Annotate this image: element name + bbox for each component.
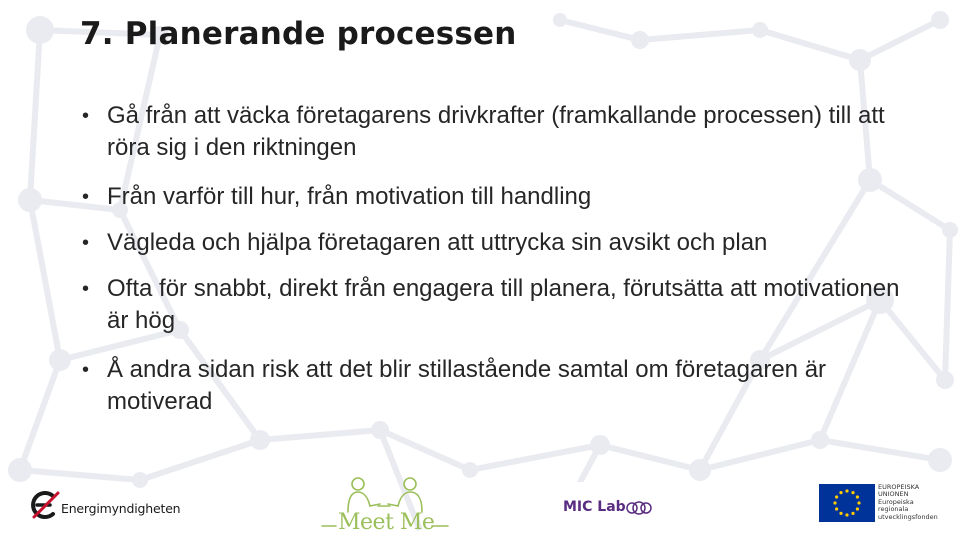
mic-lab-rings-icon — [624, 498, 654, 518]
energimyndigheten-name: Energimyndigheten — [61, 501, 181, 516]
eu-line: EUROPEISKA — [878, 483, 920, 491]
energimyndigheten-logo — [28, 487, 181, 527]
eu-line: utvecklingsfonden — [878, 512, 938, 521]
bullet-text: Gå från att väcka företagarens drivkrafter (framkallande processen) till att röra sig i den riktningen — [107, 102, 885, 161]
mic-lab-name: MIC Lab — [563, 499, 626, 515]
bullet-dot-icon: • — [82, 278, 90, 300]
bullet-text: Å andra sidan risk att det blir stillastående samtal om företagaren är motiverad — [107, 356, 827, 415]
energimyndigheten-mark-icon — [28, 487, 60, 523]
bullet-item — [82, 181, 912, 213]
bullet-text: Från varför till hur, från motivation till handling — [107, 183, 592, 210]
eu-line: regionala — [878, 505, 909, 514]
eu-text — [878, 484, 953, 521]
bullet-dot-icon: • — [82, 232, 90, 254]
bullet-list — [82, 100, 912, 418]
bullet-item — [82, 227, 912, 259]
bullet-dot-icon: • — [82, 186, 90, 208]
eu-flag-icon — [819, 484, 875, 522]
meetme-logo — [318, 468, 453, 538]
eu-line: Europeiska — [878, 497, 914, 506]
mic-lab-logo — [540, 482, 706, 532]
eu-logo — [816, 484, 956, 528]
bullet-dot-icon: • — [82, 359, 90, 381]
bullet-item — [82, 273, 912, 337]
bullet-item — [82, 100, 912, 164]
bullet-text: Vägleda och hjälpa företagaren att uttrycka sin avsikt och plan — [107, 229, 768, 256]
bullet-item — [82, 354, 912, 418]
meetme-wordmark: Meet Me — [338, 510, 435, 535]
bullet-text: Ofta för snabbt, direkt från engagera till planera, förutsätta att motivationen är hög — [107, 275, 900, 334]
slide-title: 7. Planerande processen — [80, 16, 517, 52]
eu-line: UNIONEN — [878, 490, 909, 499]
bullet-dot-icon: • — [82, 105, 90, 127]
